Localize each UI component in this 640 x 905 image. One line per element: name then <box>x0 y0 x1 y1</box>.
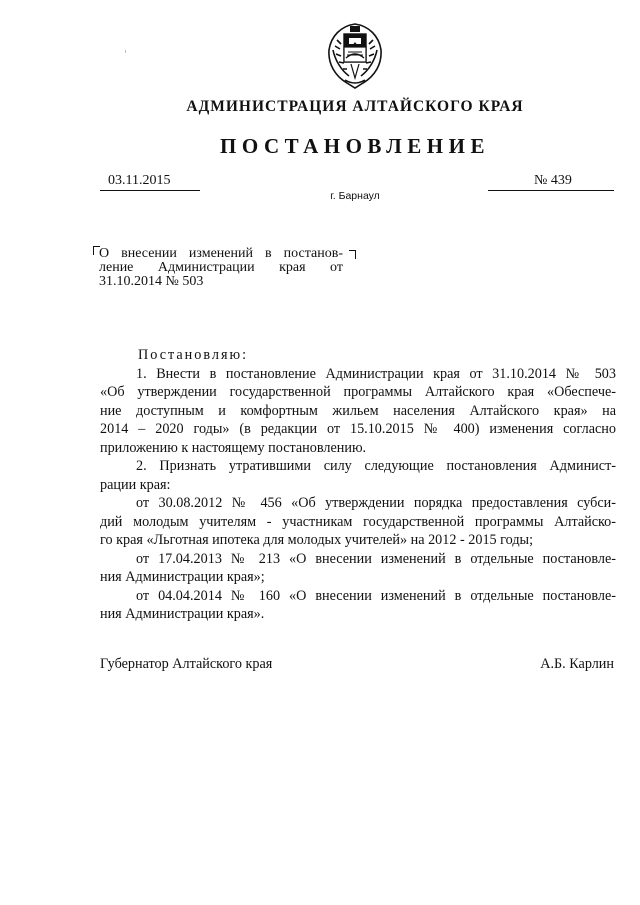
city-name: г. Барнаул <box>330 190 380 202</box>
body-line: 1. Внести в постановление Администрации края от 31.10.2014 № 503 <box>136 365 616 382</box>
body-line: ния Администрации края»; <box>100 569 265 585</box>
body-line: ние доступным и комфортным жильем населения Алтайского края» на <box>100 402 616 419</box>
document-subject <box>99 247 343 289</box>
subject-line: ление Администрации края от <box>99 260 343 275</box>
scan-speck <box>125 50 126 53</box>
subject-bracket-right <box>349 250 356 259</box>
document-number-field <box>488 172 614 191</box>
subject-line: О внесении изменений в постанов- <box>99 246 343 261</box>
body-line: ния Администрации края». <box>100 606 265 622</box>
body-line: 2. Признать утратившими силу следующие постановления Админист- <box>136 458 616 474</box>
coat-of-arms-icon <box>323 20 387 92</box>
body-line: го края «Льготная ипотека для молодых учителей» на 2012 - 2015 годы; <box>100 532 534 548</box>
body-line: 2014 – 2020 годы» (в редакции от 15.10.2015 № 400) изменения согласно <box>100 421 616 437</box>
subject-line: 31.10.2014 № 503 <box>99 274 204 289</box>
signatory-name: А.Б. Карлин <box>540 656 614 672</box>
document-type: ПОСТАНОВЛЕНИЕ <box>220 134 490 158</box>
body-line: от 30.08.2012 № 456 «Об утверждении порядка предоставления субси- <box>136 495 616 511</box>
body-line: рации края: <box>100 476 171 493</box>
document-date-field <box>100 172 200 191</box>
body-line: от 17.04.2013 № 213 «О внесении изменений в отдельные постановле- <box>136 550 616 567</box>
body-line: от 04.04.2014 № 160 «О внесении изменений в отдельные постановле- <box>136 587 616 604</box>
document-body <box>100 346 616 624</box>
body-line: «Об утверждении государственной программы Алтайского края «Обеспече- <box>100 384 616 400</box>
signatory-title: Губернатор Алтайского края <box>100 656 273 672</box>
body-line: приложению к настоящему постановлению. <box>100 439 367 456</box>
organization-name: АДМИНИСТРАЦИЯ АЛТАЙСКОГО КРАЯ <box>186 98 524 115</box>
body-line: дий молодым учителям - участникам государственной программы Алтайско- <box>100 513 616 530</box>
body-intro: Постановляю: <box>138 347 249 363</box>
document-number: № 439 <box>534 173 572 188</box>
document-date: 03.11.2015 <box>108 173 171 188</box>
